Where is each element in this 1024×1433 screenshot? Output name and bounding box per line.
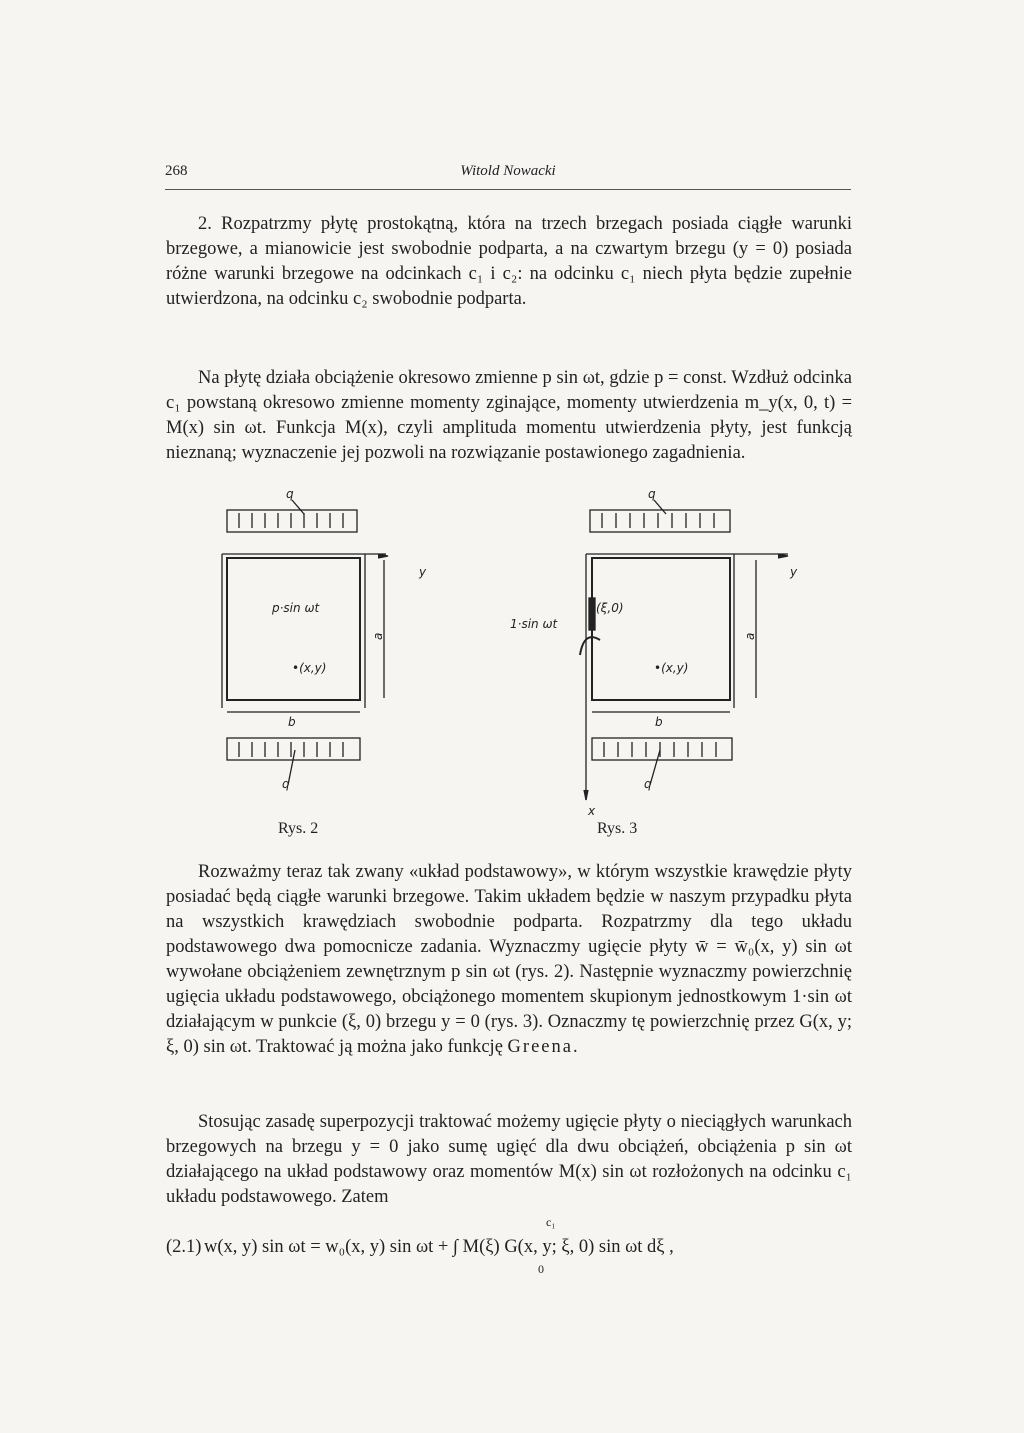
figure-3 [510, 480, 820, 820]
fig3-axis-y: y [790, 565, 798, 579]
header-rule [165, 189, 851, 190]
fig2-plate [227, 558, 360, 700]
fig3-dim-b: b [655, 715, 663, 729]
fig3-q-top: q [648, 487, 656, 501]
fig2-q-bottom: q [282, 777, 290, 791]
fig3-point-label: •(x,y) [654, 661, 689, 675]
running-author: Witold Nowacki [460, 163, 556, 179]
fig2-bottom-load-arrows [239, 742, 343, 757]
fig2-dim-b: b [288, 715, 296, 729]
paragraph-4: Stosując zasadę superpozycji traktować możemy ugięcie płyty o nieciągłych warunkach brzegowych na brzegu y = 0 jako sumę ugięć dla dwu obciążeń, obciążenia p sin ωt działającego na układ podstawowy oraz momentów M(x) sin ωt rozłożonych na odcinku c₁ układu podstawowego. Zatem [166, 1112, 852, 1207]
fig2-point-label: •(x,y) [292, 661, 327, 675]
paragraph-2: Na płytę działa obciążenie okresowo zmienne p sin ωt, gdzie p = const. Wzdłuż odcinka c₁ powstaną okresowo zmienne momenty zginające, momenty utwierdzenia m_y(x, 0, t) = M(x) sin ωt. Funkcja M(x), czyli amplituda momentu utwierdzenia płyty, jest funkcją nieznaną; wyznaczenie jej pozwoli na rozwiązanie postawionego zagadnienia. [166, 368, 852, 463]
fig3-moment-label: 1·sin ωt [510, 617, 558, 631]
fig3-moment-point: (ξ,0) [596, 601, 624, 615]
fig2-axis-y: y [419, 565, 427, 579]
fig3-axis-x: x [588, 804, 596, 818]
figure-2-caption: Rys. 2 [278, 820, 319, 837]
paragraph-3-green: Greena. [507, 1037, 580, 1057]
fig3-top-load-arrows [602, 513, 714, 528]
fig3-top-load-box [590, 510, 730, 532]
integral-upper-limit: c₁ [546, 1215, 556, 1229]
fig2-q-top: q [286, 487, 294, 501]
figure-3-caption: Rys. 3 [597, 820, 638, 837]
fig3-plate [592, 558, 730, 700]
fig2-load-label: p·sin ωt [272, 601, 320, 615]
running-header [165, 163, 851, 189]
integral-lower-limit: 0 [538, 1262, 544, 1276]
paragraph-1: 2. Rozpatrzmy płytę prostokątną, która na trzech brzegach posiada ciągłe warunki brzegowe, a mianowicie jest swobodnie podparta, a na czwartym brzegu (y = 0) posiada różne warunki brzegowe na odcinkach c₁ i c₂: na odcinku c₁ niech płyta będzie zupełnie utwierdzona, na odcinku c₂ swobodnie podparta. [166, 214, 852, 309]
fig3-bottom-load-box [592, 738, 732, 760]
figure-2 [200, 480, 440, 800]
fig3-bottom-load-arrows [604, 742, 716, 757]
equation-body: w(x, y) sin ωt = w₀(x, y) sin ωt + ∫ M(ξ) G(x, y; ξ, 0) sin ωt dξ , [204, 1237, 674, 1257]
fig2-top-load-box [227, 510, 357, 532]
fig2-top-load-arrows [239, 513, 343, 528]
equation-number: (2.1) [166, 1237, 202, 1257]
page-number: 268 [165, 163, 188, 179]
fig2-dim-a: a [371, 632, 385, 640]
fig3-dim-a: a [743, 632, 757, 640]
paragraph-3 [166, 860, 852, 1060]
fig3-q-bottom: q [644, 777, 652, 791]
equation-2-1 [166, 1210, 852, 1280]
paragraph-3-text: Rozważmy teraz tak zwany «układ podstawowy», w którym wszystkie krawędzie płyty posiadać będą ciągłe warunki brzegowe. Takim układem będzie w naszym przypadku płyta na wszystkich krawędziach swobodnie podparta. Rozpatrzmy dla tego układu podstawowego dwa pomocnicze zadania. Wyznaczmy ugięcie płyty w̄ = w̄₀(x, y) sin ωt wywołane obciążeniem zewnętrznym p sin ωt (rys. 2). Następnie wyznaczmy powierzchnię ugięcia układu podstawowego, obciążonego momentem skupionym jednostkowym 1·sin ωt działającym w punkcie (ξ, 0) brzegu y = 0 (rys. 3). Oznaczmy tę powierzchnię przez G(x, y; ξ, 0) sin ωt. Traktować ją można jako funkcję [166, 862, 852, 1057]
